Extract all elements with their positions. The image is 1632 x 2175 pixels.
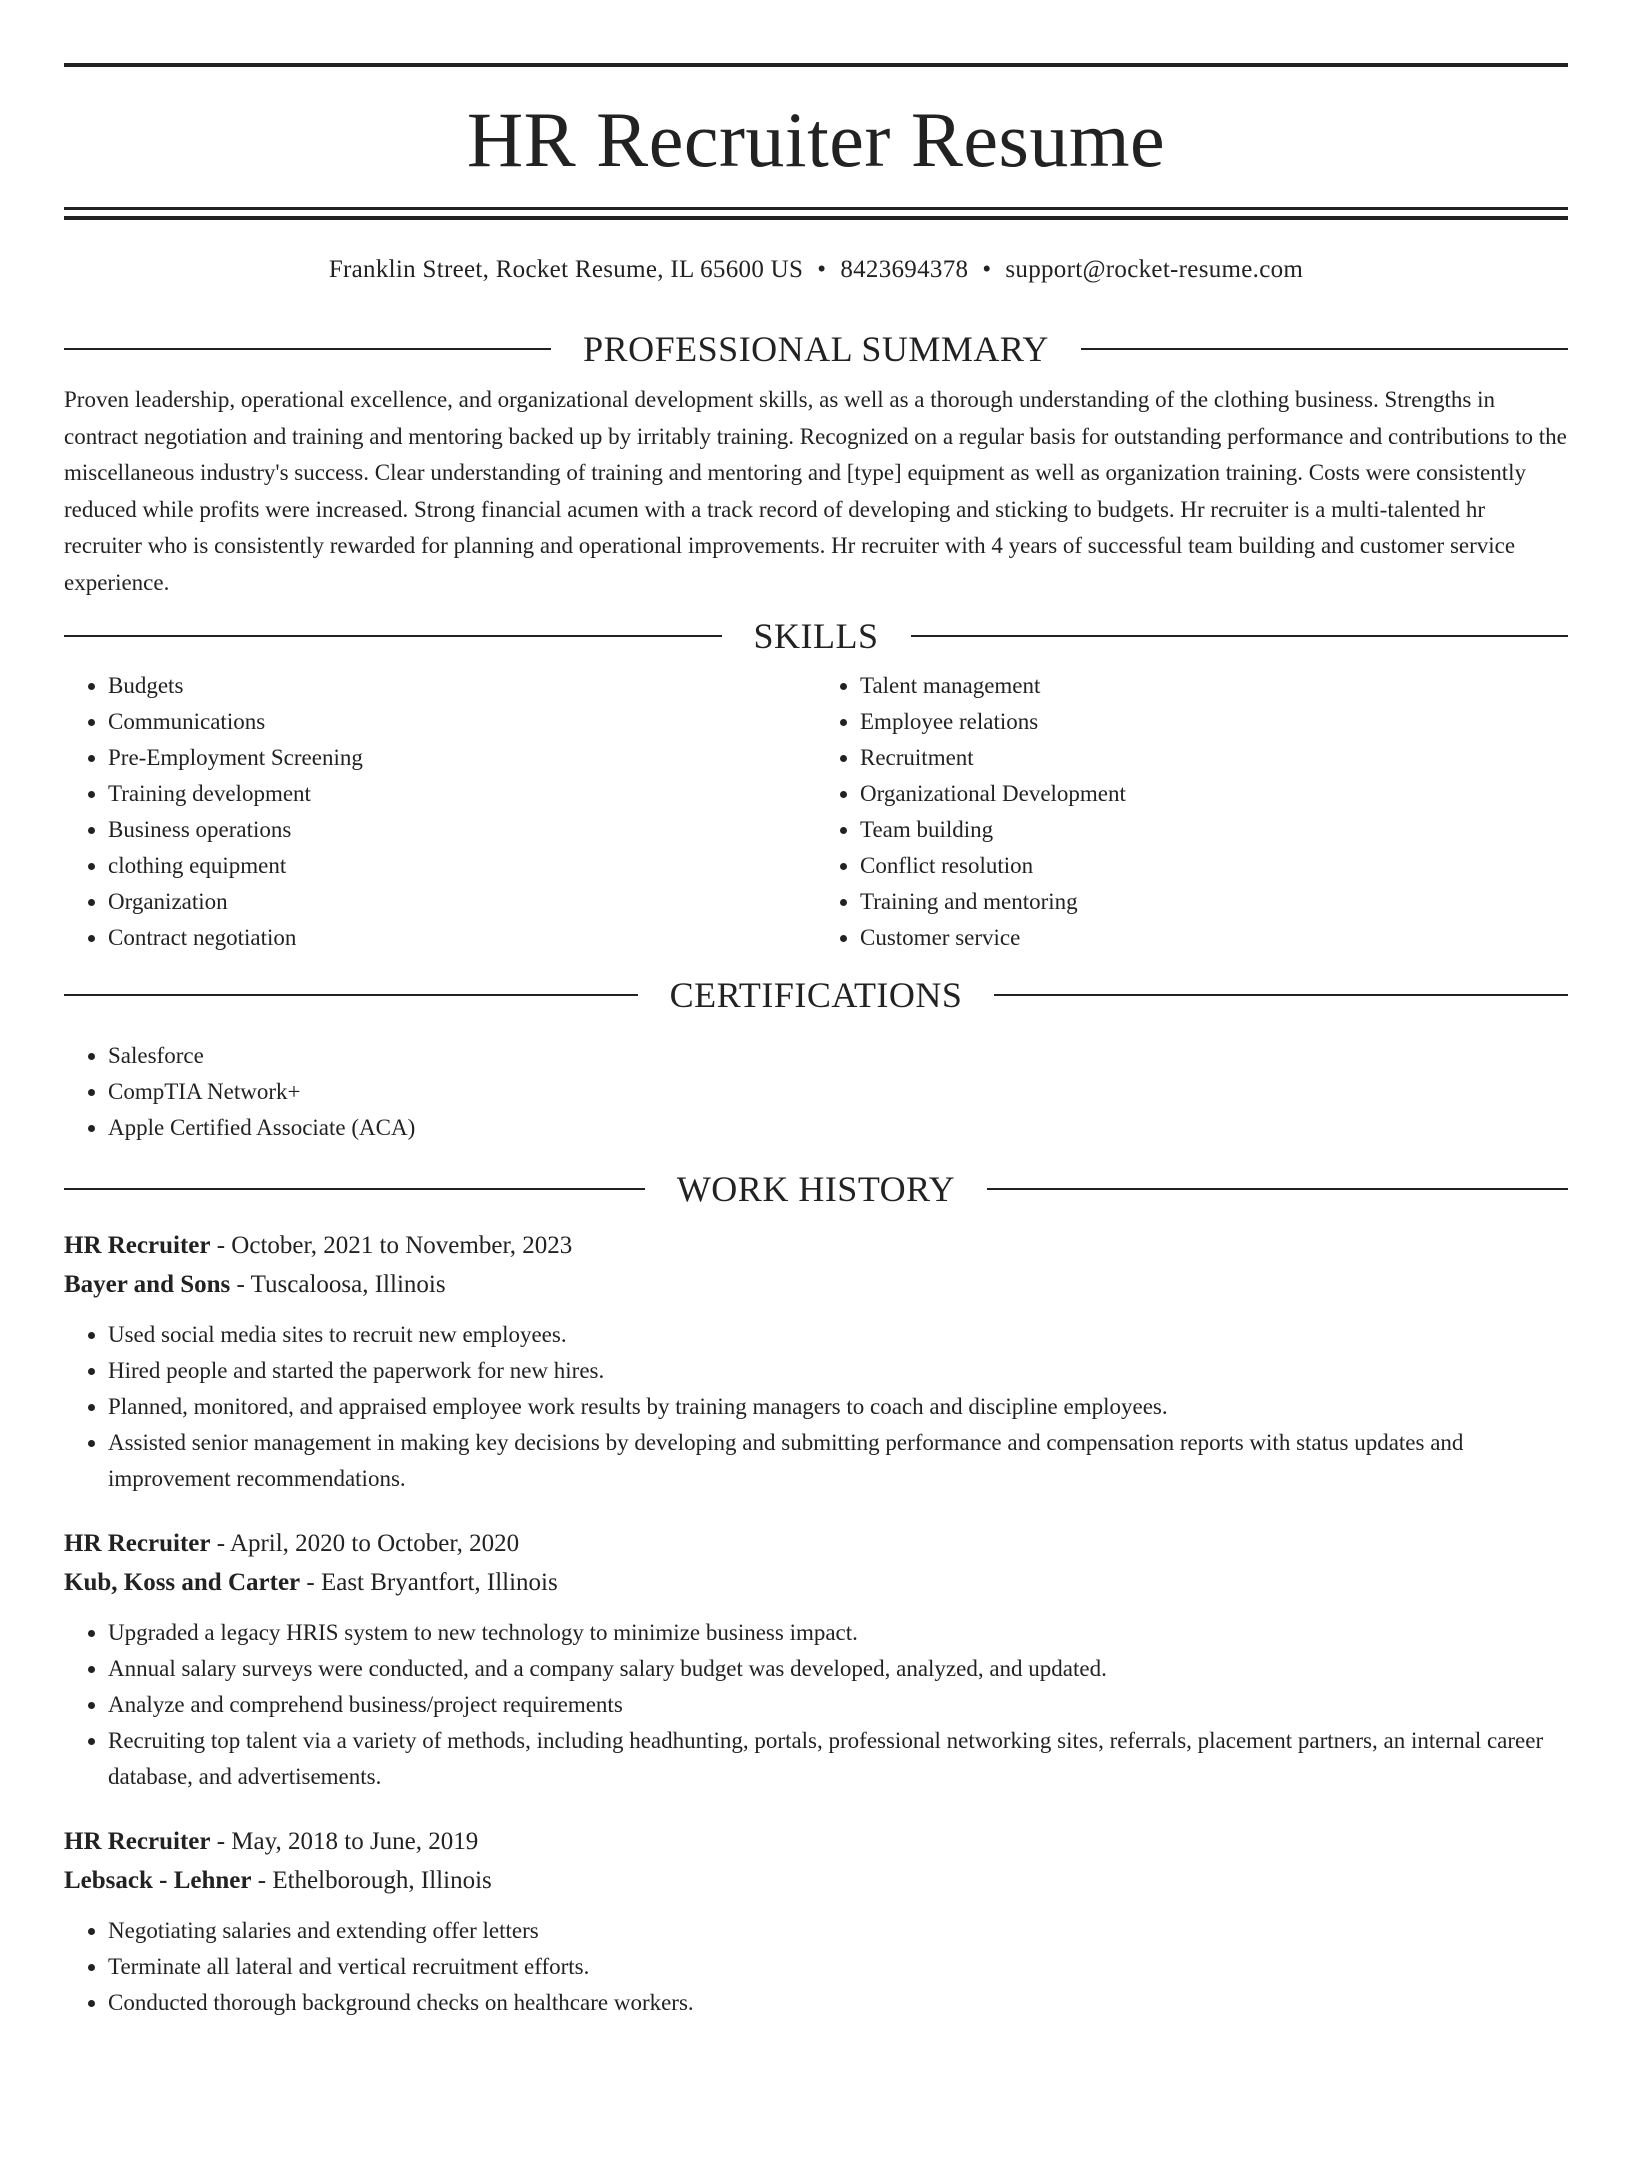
certification-item: • Salesforce (108, 1038, 1568, 1074)
job-title-line (64, 1822, 1568, 1861)
job-entry (64, 1822, 1568, 2021)
job-dates: - October, 2021 to November, 2023 (210, 1232, 573, 1259)
skills-heading (64, 615, 1568, 657)
certifications-heading (64, 974, 1568, 1016)
heading-rule-left (64, 348, 551, 350)
contact-phone: 8423694378 (840, 256, 969, 283)
summary-text: Proven leadership, operational excellence, and organizational development skills, as well as a thorough understanding of the clothing business. Strengths in contract negotiation and training and mentoring backed up by irritably training. Recognized on a regular basis for outstanding performance and contributions to the miscellaneous industry's success. Clear understanding of training and mentoring and [type] equipment as well as organization training. Costs were consistently reduced while profits were increased. Strong financial acumen with a track record of developing and sticking to budgets. Hr recruiter is a multi-talented hr recruiter who is consistently rewarded for planning and operational improvements. Hr recruiter with 4 years of successful team building and customer service experience. (64, 387, 1567, 595)
skill-item: • Organizational Development (860, 776, 1568, 812)
heading-rule-left (64, 1188, 645, 1190)
job-title-line (64, 1524, 1568, 1563)
job-company: Lebsack - Lehner (64, 1867, 252, 1894)
job-dates: - May, 2018 to June, 2019 (210, 1828, 479, 1855)
heading-rule-right (987, 1188, 1568, 1190)
job-bullets (64, 1615, 1568, 1795)
job-company-line (64, 1563, 1568, 1602)
job-title-line (64, 1226, 1568, 1265)
certifications-heading-label: CERTIFICATIONS (669, 975, 963, 1015)
resume-title: HR Recruiter Resume (466, 96, 1166, 183)
contact-line (64, 256, 1568, 284)
job-bullet: • Planned, monitored, and appraised employee work results by training managers to coach and discipline employees. (108, 1389, 1568, 1425)
summary-heading-label: PROFESSIONAL SUMMARY (583, 329, 1049, 369)
skill-item: • Recruitment (860, 740, 1568, 776)
skill-item: • Conflict resolution (860, 848, 1568, 884)
job-location: - East Bryantfort, Illinois (300, 1569, 558, 1596)
job-company: Bayer and Sons (64, 1271, 231, 1298)
heading-rule-left (64, 635, 722, 637)
job-entry (64, 1226, 1568, 1497)
job-title: HR Recruiter (64, 1530, 211, 1557)
heading-rule-right (1081, 348, 1568, 350)
skill-item: • Customer service (860, 920, 1568, 956)
job-bullet: • Recruiting top talent via a variety of methods, including headhunting, portals, professional networking sites, referrals, placement partners, an internal career database, and advertisements. (108, 1723, 1568, 1795)
job-title: HR Recruiter (64, 1232, 211, 1259)
job-bullet: • Used social media sites to recruit new employees. (108, 1317, 1568, 1353)
skill-item: • Contract negotiation (108, 920, 816, 956)
contact-separator: • (982, 256, 992, 283)
job-bullet: • Conducted thorough background checks on healthcare workers. (108, 1985, 1568, 2021)
skill-item: • Training and mentoring (860, 884, 1568, 920)
job-entry (64, 1524, 1568, 1795)
job-bullet: • Negotiating salaries and extending offer letters (108, 1913, 1568, 1949)
heading-rule-right (994, 994, 1568, 996)
title-double-rule (64, 207, 1568, 220)
work-history-heading (64, 1168, 1568, 1210)
skill-item: • Pre-Employment Screening (108, 740, 816, 776)
skill-item: • Team building (860, 812, 1568, 848)
heading-rule-right (911, 635, 1569, 637)
skills-columns (64, 668, 1568, 956)
skill-item: • Employee relations (860, 704, 1568, 740)
skill-item: • Business operations (108, 812, 816, 848)
certification-item: • CompTIA Network+ (108, 1074, 1568, 1110)
skill-item: • Communications (108, 704, 816, 740)
skills-list-left (64, 668, 816, 956)
job-bullet: • Assisted senior management in making key decisions by developing and submitting performance and compensation reports with status updates and improvement recommendations. (108, 1425, 1568, 1497)
job-location: - Ethelborough, Illinois (251, 1867, 492, 1894)
work-history-heading-label: WORK HISTORY (676, 1169, 956, 1209)
job-company: Kub, Koss and Carter (64, 1569, 301, 1596)
job-location: - Tuscaloosa, Illinois (230, 1271, 446, 1298)
skill-item: • Budgets (108, 668, 816, 704)
skill-item: • Organization (108, 884, 816, 920)
skill-item: • clothing equipment (108, 848, 816, 884)
skill-item: • Talent management (860, 668, 1568, 704)
job-bullet: • Hired people and started the paperwork for new hires. (108, 1353, 1568, 1389)
skills-heading-label: SKILLS (753, 616, 879, 656)
contact-email: support@rocket-resume.com (1005, 256, 1304, 283)
job-company-line (64, 1861, 1568, 1900)
contact-address: Franklin Street, Rocket Resume, IL 65600 US (328, 256, 804, 283)
job-bullets (64, 1317, 1568, 1497)
job-bullet: • Upgraded a legacy HRIS system to new technology to minimize business impact. (108, 1615, 1568, 1651)
job-bullet: • Terminate all lateral and vertical recruitment efforts. (108, 1949, 1568, 1985)
job-bullet: • Analyze and comprehend business/project requirements (108, 1687, 1568, 1723)
work-history-list (64, 1226, 1568, 2021)
job-title: HR Recruiter (64, 1828, 211, 1855)
certifications-list (64, 1038, 1568, 1146)
certification-item: • Apple Certified Associate (ACA) (108, 1110, 1568, 1146)
job-dates: - April, 2020 to October, 2020 (210, 1530, 520, 1557)
heading-rule-left (64, 994, 638, 996)
skill-item: • Training development (108, 776, 816, 812)
job-bullet: • Annual salary surveys were conducted, and a company salary budget was developed, analyzed, and updated. (108, 1651, 1568, 1687)
skills-list-right (816, 668, 1568, 956)
summary-heading (64, 328, 1568, 370)
job-company-line (64, 1265, 1568, 1304)
resume-page (0, 63, 1632, 2175)
contact-separator: • (817, 256, 827, 283)
job-bullets (64, 1913, 1568, 2021)
top-rule (64, 63, 1568, 67)
